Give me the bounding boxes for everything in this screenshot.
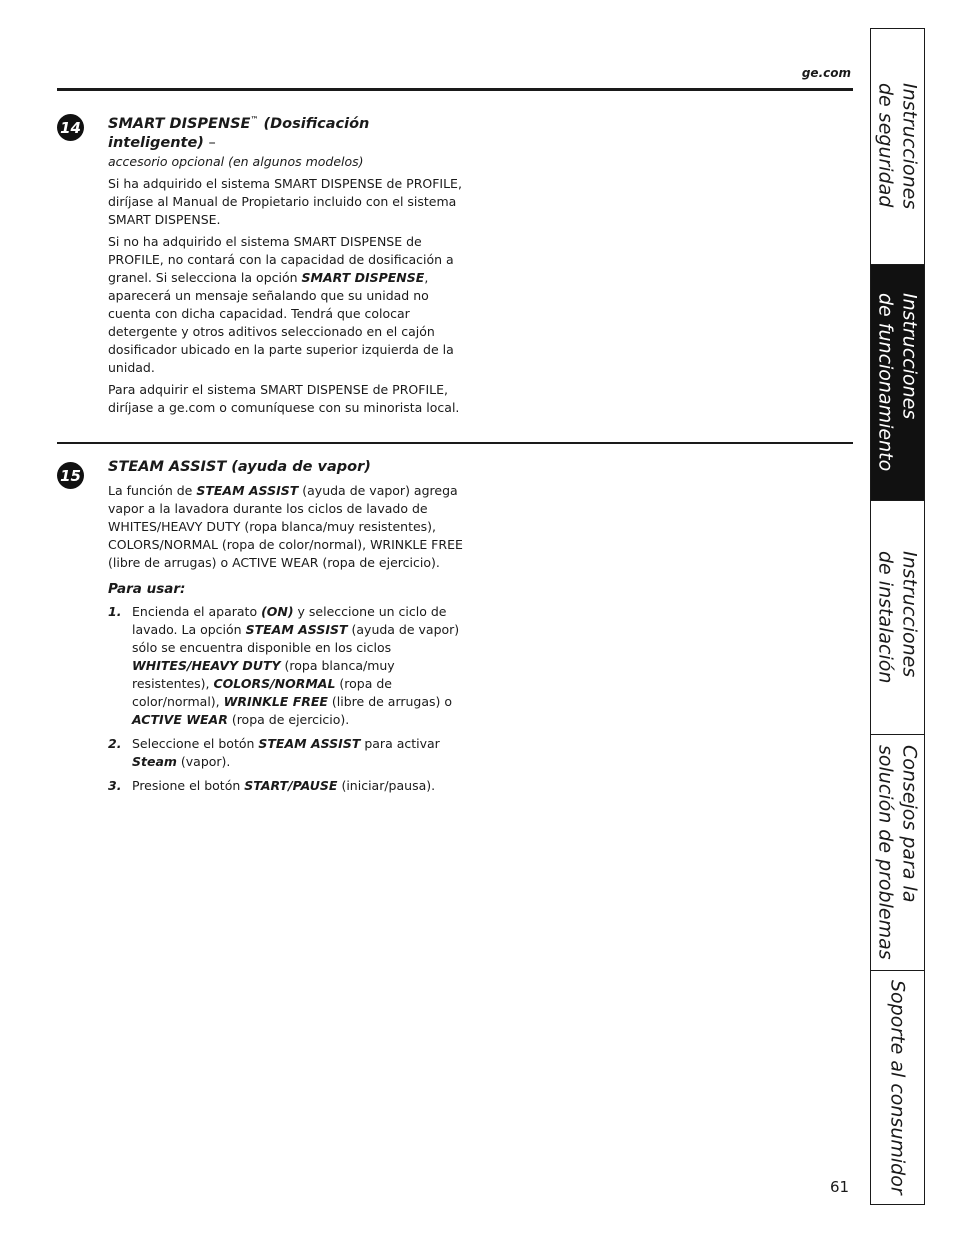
tab-consejos-solucion-problemas[interactable]: Consejos para la solución de problemas (871, 735, 924, 971)
instructions-label: Para usar: (108, 581, 186, 597)
paragraph: Para adquirir el sistema SMART DISPENSE de PROFILE, diríjase a ge.com o comuníquese con su minorista local. (108, 381, 460, 415)
section-tabs (870, 28, 925, 1205)
section-divider (57, 442, 853, 444)
section-title: STEAM ASSIST (ayuda de vapor) (108, 459, 371, 475)
section-steam-assist (108, 458, 468, 801)
top-rule (57, 88, 853, 91)
site-url: ge.com (801, 66, 851, 80)
section-number-badge-14: 14 (57, 114, 84, 141)
paragraph: Si ha adquirido el sistema SMART DISPENSE de PROFILE, diríjase al Manual de Propietario incluido con el sistema SMART DISPENSE. (108, 175, 462, 227)
tab-soporte-consumidor[interactable]: Soporte al consumidor (886, 980, 909, 1195)
section-smart-dispense (108, 110, 468, 421)
paragraph: Si no ha adquirido el sistema SMART DISPENSE de PROFILE, no contará con la capacidad de dosificación a granel. Si selecciona la opción SMART DISPENSE, aparecerá un mensaje señalando que su unidad no cuenta con dicha capacidad. Tendrá que colocar detergente y otros aditivos seleccionado en el cajón dosificador ubicado en la parte superior izquierda de la unidad. (108, 233, 454, 375)
list-item: 3. Presione el botón START/PAUSE (iniciar/pausa). (108, 778, 436, 793)
paragraph: La función de STEAM ASSIST (ayuda de vapor) agrega vapor a la lavadora durante los ciclos de lavado de WHITES/HEAVY DUTY (ropa blanca/muy resistentes), COLORS/NORMAL (ropa de color/normal), WRINKLE FREE (libre de arrugas) o ACTIVE WEAR (ropa de ejercicio). (108, 483, 463, 570)
page-number: 61 (830, 1178, 850, 1196)
section-subtitle: accesorio opcional (en algunos modelos) (108, 153, 364, 169)
tab-instrucciones-funcionamiento[interactable]: Instrucciones de funcionamiento (871, 265, 924, 501)
section-number-badge-15: 15 (57, 462, 84, 489)
list-item: 2. Seleccione el botón STEAM ASSIST para activar Steam (vapor). (108, 736, 440, 769)
section-title: SMART DISPENSE™ (Dosificación inteligente) – (108, 115, 370, 151)
steps-list (108, 603, 468, 795)
list-item: 1. Encienda el aparato (ON) y seleccione un ciclo de lavado. La opción STEAM ASSIST (ayuda de vapor) sólo se encuentra disponible en los ciclos WHITES/HEAVY DUTY (ropa blanca/muy resistentes), COLORS/NORMAL (ropa de color/normal), WRINKLE FREE (libre de arrugas) o ACTIVE WEAR (ropa de ejercicio). (108, 604, 460, 727)
tab-instrucciones-instalacion[interactable]: Instrucciones de instalación (871, 501, 924, 735)
tab-instrucciones-seguridad[interactable]: Instrucciones de seguridad (871, 29, 924, 265)
